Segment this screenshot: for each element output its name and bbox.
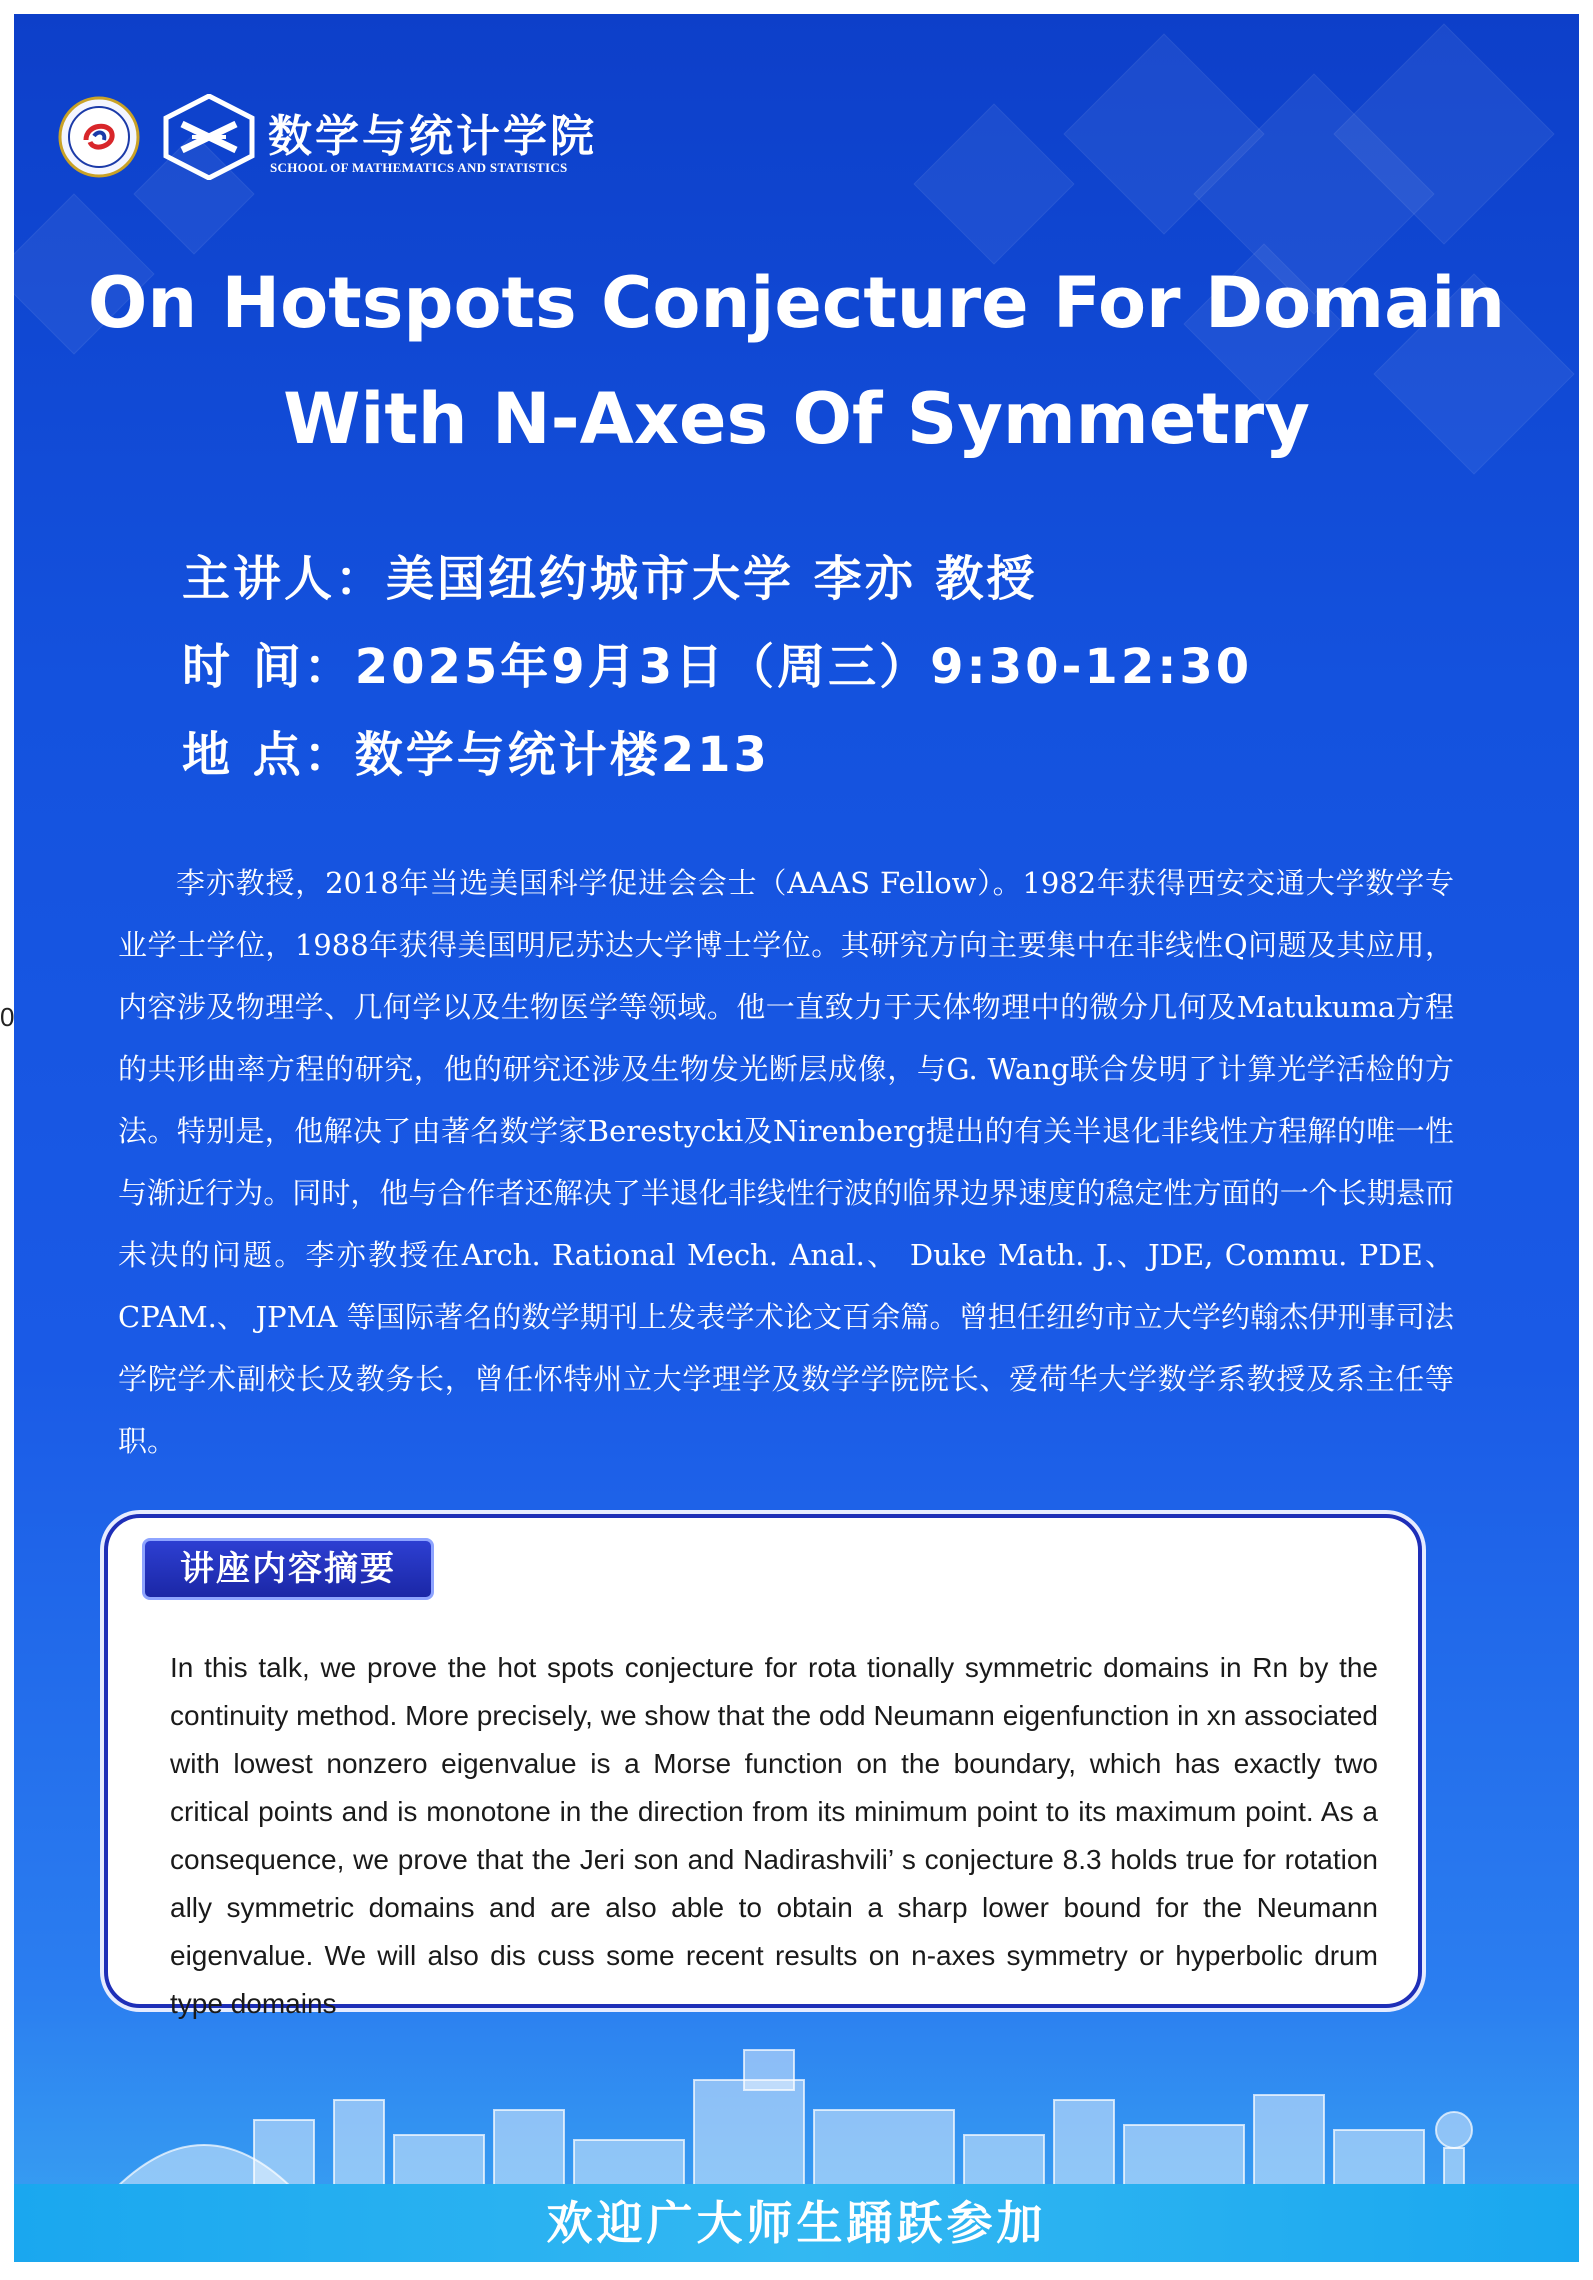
time-line: 时 间：2025年9月3日（周三）9:30-12:30 bbox=[182, 639, 1253, 695]
poster bbox=[14, 14, 1579, 2262]
university-seal-icon bbox=[58, 96, 140, 178]
header bbox=[44, 82, 644, 192]
footer-banner: 欢迎广大师生踊跃参加 bbox=[14, 2184, 1579, 2262]
department-name-en: SCHOOL OF MATHEMATICS AND STATISTICS bbox=[270, 160, 568, 175]
speaker-bio: 李亦教授，2018年当选美国科学促进会会士（AAAS Fellow）。1982年获得西安交通大学数学专业学士学位，1988年获得美国明尼苏达大学博士学位。其研究方向主要集中在非线性Q问题及其应用，内容涉及物理学、几何学以及生物医学等领域。他一直致力于天体物理中的微分几何及Matukuma方程的共形曲率方程的研究，他的研究还涉及生物发光断层成像，与G. Wang联合发明了计算光学活检的方法。特别是，他解决了由著名数学家Berestycki及Nirenberg提出的有关半退化非线性方程解的唯一性与渐近行为。同时，他与合作者还解决了半退化非线性行波的临界边界速度的稳定性方面的一个长期悬而未决的问题。李亦教授在Arch. Rational Mech. Anal.、 Duke Math. J.、JDE, Commu. PDE、 CPAM.、 JPMA 等国际著名的数学期刊上发表学术论文百余篇。曾担任纽约市立大学约翰杰伊刑事司法学院学术副校长及教务长，曾任怀特州立大学理学及数学学院院长、爱荷华大学数学系教授及系主任等职。 bbox=[118, 866, 1454, 1458]
campus-skyline-illustration bbox=[14, 2040, 1579, 2190]
department-name-cn: 数学与统计学院 bbox=[268, 111, 597, 162]
talk-title-line-2: With N-Axes Of Symmetry bbox=[283, 378, 1310, 460]
speaker-line: 主讲人：美国纽约城市大学 李亦 教授 bbox=[182, 551, 1038, 607]
stray-mark: 0 bbox=[0, 1002, 15, 1032]
abstract-text: In this talk, we prove the hot spots conjecture for rota tionally symmetric domains in Rn by the continuity method. More precisely, we show that the odd Neumann eigenfunction in xn associated with lowest nonzero eigenvalue is a Morse function on the boundary, which has exactly two critical points and is monotone in the direction from its minimum point to its maximum point. As a consequence, we prove that the Jeri son and Nadirashvili’ s conjecture 8.3 holds true for rotation ally symmetric domains and are also able to obtain a sharp lower bound for the Neumann eigenvalue. We will also dis cuss some recent results on n-axes symmetry or hyperbolic drum type domains bbox=[170, 1652, 1378, 2019]
abstract-label: 讲座内容摘要 bbox=[142, 1538, 434, 1600]
department-logo-icon bbox=[162, 94, 256, 180]
place-line: 地 点：数学与统计楼213 bbox=[182, 727, 770, 783]
talk-title-line-1: On Hotspots Conjecture For Domain bbox=[87, 262, 1506, 344]
